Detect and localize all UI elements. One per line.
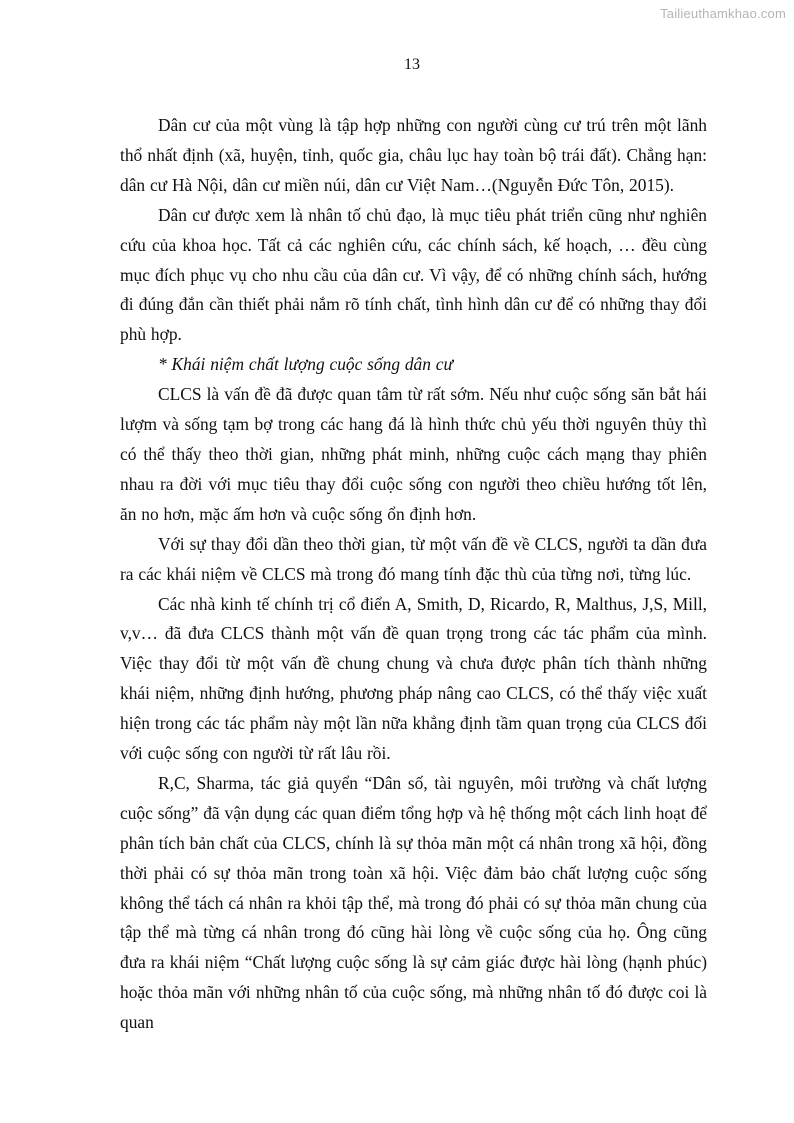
paragraph-classical-economists: Các nhà kinh tế chính trị cổ điển A, Smith, D, Ricardo, R, Malthus, J,S, Mill, v,v… đã đưa CLCS thành một vấn đề quan trọng trong các tác phẩm của mình. Việc thay đổi từ một vấn đề chung chung và chưa được phân tích thành những khái niệm, những định hướng, phương pháp nâng cao CLCS, có thể thấy việc xuất hiện trong các tác phẩm này một lần nữa khẳng định tầm quan trọng của CLCS đối với cuộc sống con người từ rất lâu rồi. xyxy=(120,593,707,764)
page-number: 13 xyxy=(404,56,420,73)
paragraph-sharma: R,C, Sharma, tác giả quyển “Dân số, tài nguyên, môi trường và chất lượng cuộc sống” đã vận dụng các quan điểm tổng hợp và hệ thống một cách linh hoạt để phân tích bản chất của CLCS, chính là sự thỏa mãn một cá nhân trong xã hội, đồng thời phải có sự thỏa mãn trong toàn xã hội. Việc đảm bảo chất lượng cuộc sống không thể tách cá nhân ra khỏi tập thể, mà trong đó phải có sự thỏa mãn chung của tập thể mà từng cá nhân trong đó cũng hài lòng về cuộc sống của họ. Ông cũng đưa ra khái niệm “Chất lượng cuộc sống là sự cảm giác được hài lòng (hạnh phúc) hoặc thỏa mãn với những nhân tố của cuộc sống, mà những nhân tố đó được coi là quan xyxy=(120,772,707,1033)
document-body xyxy=(120,111,707,1038)
paragraph-clcs-history: CLCS là vấn đề đã được quan tâm từ rất sớm. Nếu như cuộc sống săn bắt hái lượm và sống tạm bợ trong các hang đá là hình thức chủ yếu thời nguyên thủy thì có thể thấy theo thời gian, những phát minh, những cuộc cách mạng thay phiên nhau ra đời với mục tiêu thay đổi cuộc sống con người theo chiều hướng tốt lên, ăn no hơn, mặc ấm hơn và cuộc sống ổn định hơn. xyxy=(120,384,707,524)
paragraph-dan-cu-role: Dân cư được xem là nhân tố chủ đạo, là mục tiêu phát triển cũng như nghiên cứu của khoa học. Tất cả các nghiên cứu, các chính sách, kế hoạch, … đều cùng mục đích phục vụ cho nhu cầu của dân cư. Vì vậy, để có những chính sách, hướng đi đúng đắn cần thiết phải nắm rõ tính chất, tình hình dân cư để có những thay đổi phù hợp. xyxy=(120,204,707,345)
paragraph-clcs-evolution: Với sự thay đổi dần theo thời gian, từ một vấn đề về CLCS, người ta dần đưa ra các khái niệm về CLCS mà trong đó mang tính đặc thù của từng nơi, từng lúc. xyxy=(120,533,707,584)
section-heading-clcs-concept: * Khái niệm chất lượng cuộc sống dân cư xyxy=(158,354,454,375)
paragraph-dan-cu-definition: Dân cư của một vùng là tập hợp những con người cùng cư trú trên một lãnh thổ nhất định (xã, huyện, tỉnh, quốc gia, châu lục hay toàn bộ trái đất). Chẳng hạn: dân cư Hà Nội, dân cư miền núi, dân cư Việt Nam…(Nguyễn Đức Tôn, 2015). xyxy=(120,115,707,195)
watermark-text: Tailieuthamkhao.com xyxy=(660,6,786,21)
